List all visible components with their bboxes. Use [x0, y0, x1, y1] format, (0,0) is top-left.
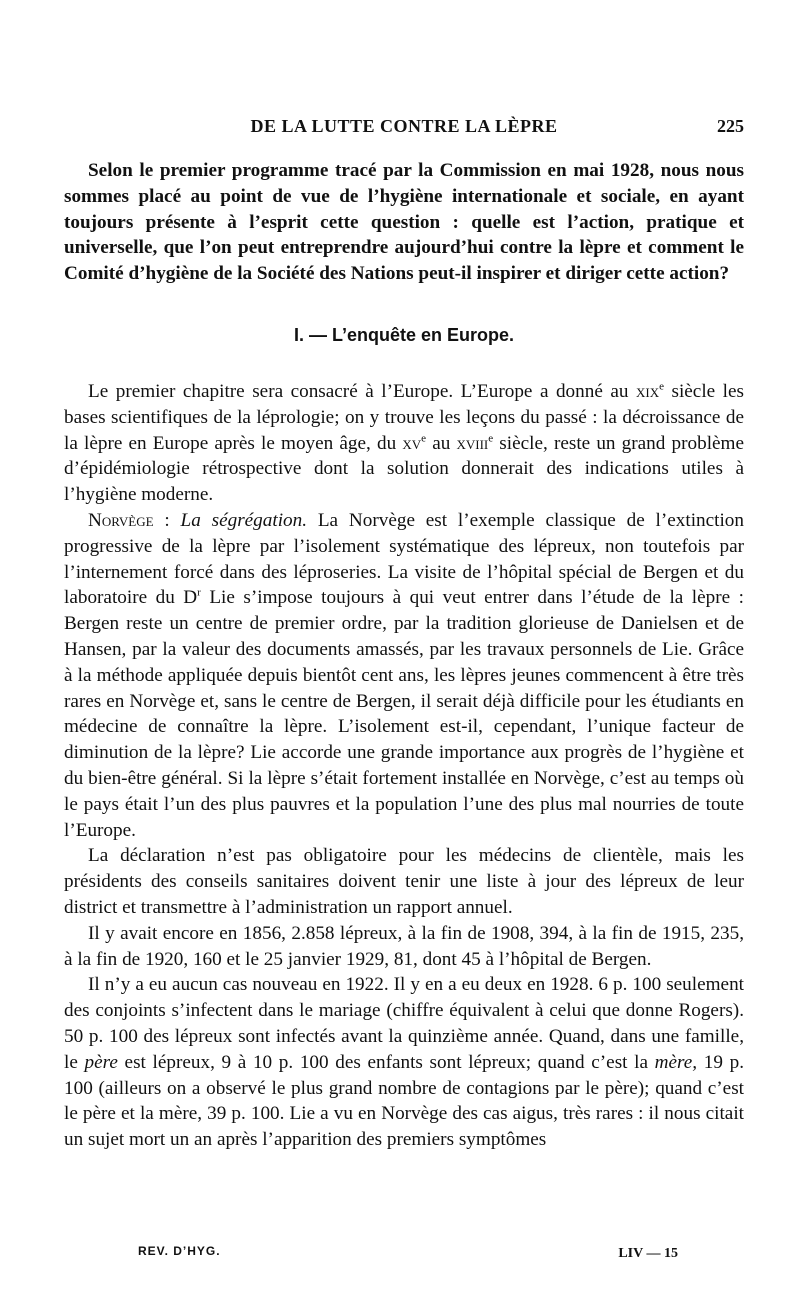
footer: [138, 1244, 678, 1268]
declaration-paragraph: La déclaration n’est pas obligatoire pour les médecins de clientèle, mais les présidents des conseils sanitaires doivent tenir une liste à jour des lépreux de leur district et transmettre à l’administration un rapport annuel.: [64, 845, 744, 918]
text-run: :: [153, 509, 181, 531]
emphasis: mère,: [654, 1051, 698, 1073]
emphasis: père: [84, 1051, 118, 1073]
superscript: r: [197, 586, 201, 599]
subsection-title: La ségrégation.: [180, 509, 308, 531]
text-run: au: [426, 432, 457, 454]
running-head: [64, 116, 744, 140]
signature-mark: LIV — 15: [618, 1246, 678, 1261]
norway-paragraph: [64, 508, 744, 843]
text-run: Le premier chapitre sera consacré à l’Europe. L’Europe a donné au: [88, 380, 636, 402]
century-numeral: xviii: [456, 432, 489, 454]
text-run: siècle les bases scientifiques de la léprologie; on y trouve les leçons du passé : la décroissance de la lèpre en Europe après le moyen âge, du: [64, 380, 744, 454]
intro-paragraph: Selon le premier programme tracé par la Commission en mai 1928, nous nous sommes placé au point de vue de l’hygiène internationale et sociale, en ayant toujours présente à l’esprit cette question : quelle est l’action, pratique et universelle, que l’on peut entreprendre aujourd’hui contre la lèpre et comment le Comité d’hygiène de la Société des Nations peut-il inspirer et diriger cette action?: [64, 160, 744, 285]
text-run: 19 p. 100 (ailleurs on a observé le plus grand nombre de contagions par le père); quand c’est le père et la mère, 39 p. 100. Lie a vu en Norvège des cas aigus, très rares : il nous citait un sujet mort un an après l’apparition des premiers symptômes: [64, 1051, 744, 1151]
text-run: est lépreux, 9 à 10 p. 100 des enfants sont lépreux; quand c’est la: [117, 1051, 655, 1073]
century-numeral: xix: [635, 380, 660, 402]
contagion-paragraph: [64, 972, 744, 1153]
text-run: Il n’y a eu aucun cas nouveau en 1922. Il y en a eu deux en 1928. 6 p. 100 seulement des conjoints s’infectent dans le mariage (chiffre équivalent à celui que donne Rogers). 50 p. 100 des lépreux sont infectés avant la quinzième année. Quand, dans une famille, le: [64, 974, 744, 1073]
section-heading: I. — L’enquête en Europe.: [293, 324, 515, 345]
text-run: La Norvège est l’exemple classique de l’extinction progressive de la lèpre par l’isolement systématique des lépreux, non toutefois par l’internement forcé dans des léproseries. La visite de l’hôpital spécial de Bergen et du laboratoire du D: [64, 509, 744, 609]
superscript: e: [659, 380, 664, 393]
running-title: DE LA LUTTE CONTRE LA LÈPRE: [250, 116, 558, 136]
country-name: Norvège: [88, 509, 154, 531]
superscript: e: [421, 432, 427, 445]
statistics-paragraph: Il y avait encore en 1856, 2.858 lépreux, à la fin de 1908, 394, à la fin de 1915, 235, à la fin de 1920, 160 et le 25 janvier 1929, 81, dont 45 à l’hôpital de Bergen.: [64, 922, 744, 970]
century-numeral: xv: [402, 432, 422, 454]
text-run: Lie s’impose toujours à qui veut entrer dans l’étude de la lèpre : Bergen reste un centre de premier ordre, par la tradition glorieuse de Danielsen et de Hansen, par la valeur des documents amassés, par les travaux personnels de Lie. Grâce à la méthode appliquée depuis bientôt cent ans, les lèpres jeunes commencent à être très rares en Norvège et, sans le centre de Bergen, il serait déjà difficile pour les étudiants en médecine de connaître la lèpre. L’isolement est-il, cependant, l’unique facteur de diminution de la lèpre? Lie accorde une grande importance aux progrès de l’hygiène et du bien-être général. Si la lèpre s’était fortement installée en Norvège, c’est au temps où le pays était l’un des plus pauvres et la population l’une des plus mal nourries de toute l’Europe.: [64, 587, 744, 841]
page-number: 225: [717, 116, 744, 136]
journal-abbrev: REV. D’HYG.: [138, 1244, 221, 1258]
body-text: [64, 158, 744, 1153]
europe-paragraph: [64, 379, 744, 508]
text-run: siècle, reste un grand problème d’épidémiologie rétrospective dont la solution donnerait des indications utiles à l’hygiène moderne.: [64, 432, 744, 506]
superscript: e: [488, 432, 494, 445]
